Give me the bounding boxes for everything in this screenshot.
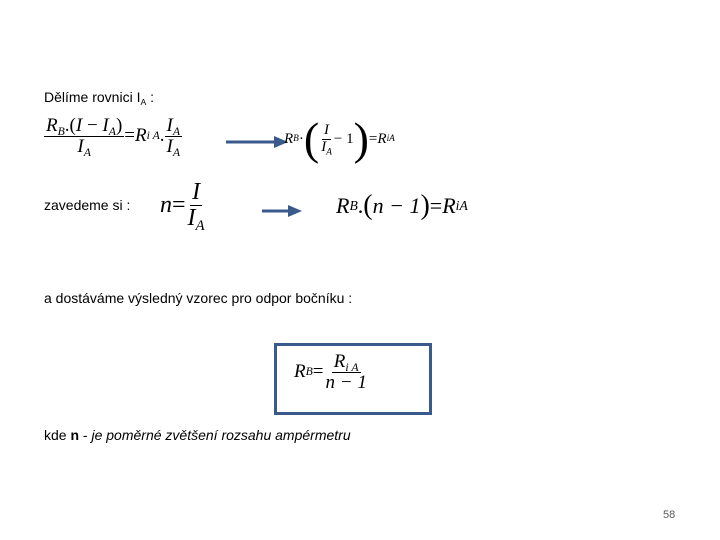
eq1r-R2: R <box>377 130 387 147</box>
eq2-fn: I <box>192 179 201 205</box>
eq1r-fraction <box>319 123 334 156</box>
eq1-sf-den <box>165 135 183 160</box>
eq1-den-sub: A <box>83 146 91 160</box>
eq1r-fn: I <box>324 121 330 138</box>
eq1-eq: = <box>124 125 135 147</box>
line1-text: Dělíme rovnici I <box>44 89 141 105</box>
eq2r-eq: = <box>429 193 443 218</box>
eq1-R2: R <box>134 125 147 147</box>
eq1r-lparen: ( <box>303 113 320 164</box>
eq2r-R2: R <box>442 193 456 218</box>
eq1-lp: ( <box>69 115 76 136</box>
eq1-I: I <box>75 115 83 136</box>
eq2-den <box>186 205 207 235</box>
eq1-fd: I <box>166 135 173 157</box>
line4-desc: je poměrné zvětšení rozsahu ampérmetru <box>91 427 351 443</box>
eq1-dot: . <box>64 115 70 136</box>
text-definition-n <box>44 427 351 443</box>
text-result-intro: a dostáváme výsledný vzorec pro odpor bočníku : <box>44 290 353 306</box>
eq1-den: I <box>77 135 84 157</box>
eq3-fd: n − 1 <box>325 371 367 393</box>
line1-sub: A <box>140 97 147 108</box>
eq1r-den <box>319 140 334 156</box>
line4-var: n <box>70 427 80 443</box>
eq2-fd-sub: A <box>195 218 205 235</box>
eq3-fn-sub: i A <box>345 361 359 375</box>
equation-3: R B = $\frac{R_{i A}}{n - 1}$ <box>294 351 367 393</box>
arrow-head <box>288 205 302 217</box>
eq1-dot2: . <box>159 125 165 147</box>
eq1r-fd: I <box>321 138 327 155</box>
eq2-n: n <box>160 192 172 219</box>
line4-prefix: kde <box>44 427 71 443</box>
eq1r-rparen: ) <box>353 113 369 164</box>
eq1-left-den <box>75 135 93 160</box>
text-divide-equation <box>44 89 155 108</box>
line1-suffix: : <box>146 89 155 105</box>
eq2r-R: R <box>336 193 350 218</box>
eq1-R: R <box>46 115 58 136</box>
eq2-fraction <box>186 179 207 235</box>
line4-dash: - <box>79 427 92 443</box>
eq2r-inner: n − 1 <box>372 193 421 218</box>
arrow-icon <box>262 204 302 218</box>
eq2r-dot: . <box>357 193 364 218</box>
eq1-R-sub: B <box>57 125 65 139</box>
eq1-sf-num <box>165 116 183 137</box>
eq1-IA: I <box>102 115 109 136</box>
eq1r-fd-sub: A <box>326 146 332 157</box>
eq3-fn: R <box>333 351 346 372</box>
eq2-num <box>190 180 202 206</box>
equation-1-left: $\frac{R_B.(I - I_A)}{I_A}$ = R i A . $\frac{I_A}{I_A}$ <box>46 115 181 160</box>
eq1r-R: R <box>284 130 294 147</box>
eq1-fn-sub: A <box>172 125 181 139</box>
eq2-eq: = <box>172 192 186 219</box>
eq2-fd: I <box>187 205 196 232</box>
eq1r-eq: = <box>368 130 378 147</box>
equation-1-right: R B · ( $\frac{I}{I_A}$ − 1 ) = R iA <box>284 113 395 164</box>
eq1r-num <box>322 123 331 140</box>
eq3-fraction <box>324 352 369 393</box>
eq1r-dot: · <box>298 130 304 147</box>
equation-2-right: R B . ( n − 1 ) = R iA <box>336 190 468 221</box>
eq2r-lp: ( <box>363 190 373 221</box>
eq1-small-fraction <box>165 115 183 160</box>
page-number: 58 <box>663 509 676 521</box>
text-introduce: zavedeme si : <box>44 197 131 213</box>
eq1-minus: − <box>82 115 103 136</box>
arrow-icon <box>226 135 288 149</box>
eq1-fn: I <box>166 115 173 136</box>
eq1-rp: ) <box>115 115 123 136</box>
eq1-left-num <box>44 116 124 137</box>
eq3-R: R <box>294 361 306 383</box>
eq3-eq: = <box>312 361 324 383</box>
eq3-num <box>332 352 361 373</box>
eq2r-rp: ) <box>420 190 430 221</box>
eq3-den <box>324 373 369 393</box>
eq1r-minus: − 1 <box>333 130 354 147</box>
eq1-fd-sub: A <box>172 146 181 160</box>
eq1-left-fraction <box>44 115 124 160</box>
equation-2-left <box>160 179 207 235</box>
eq1-IA-sub: A <box>108 125 116 139</box>
